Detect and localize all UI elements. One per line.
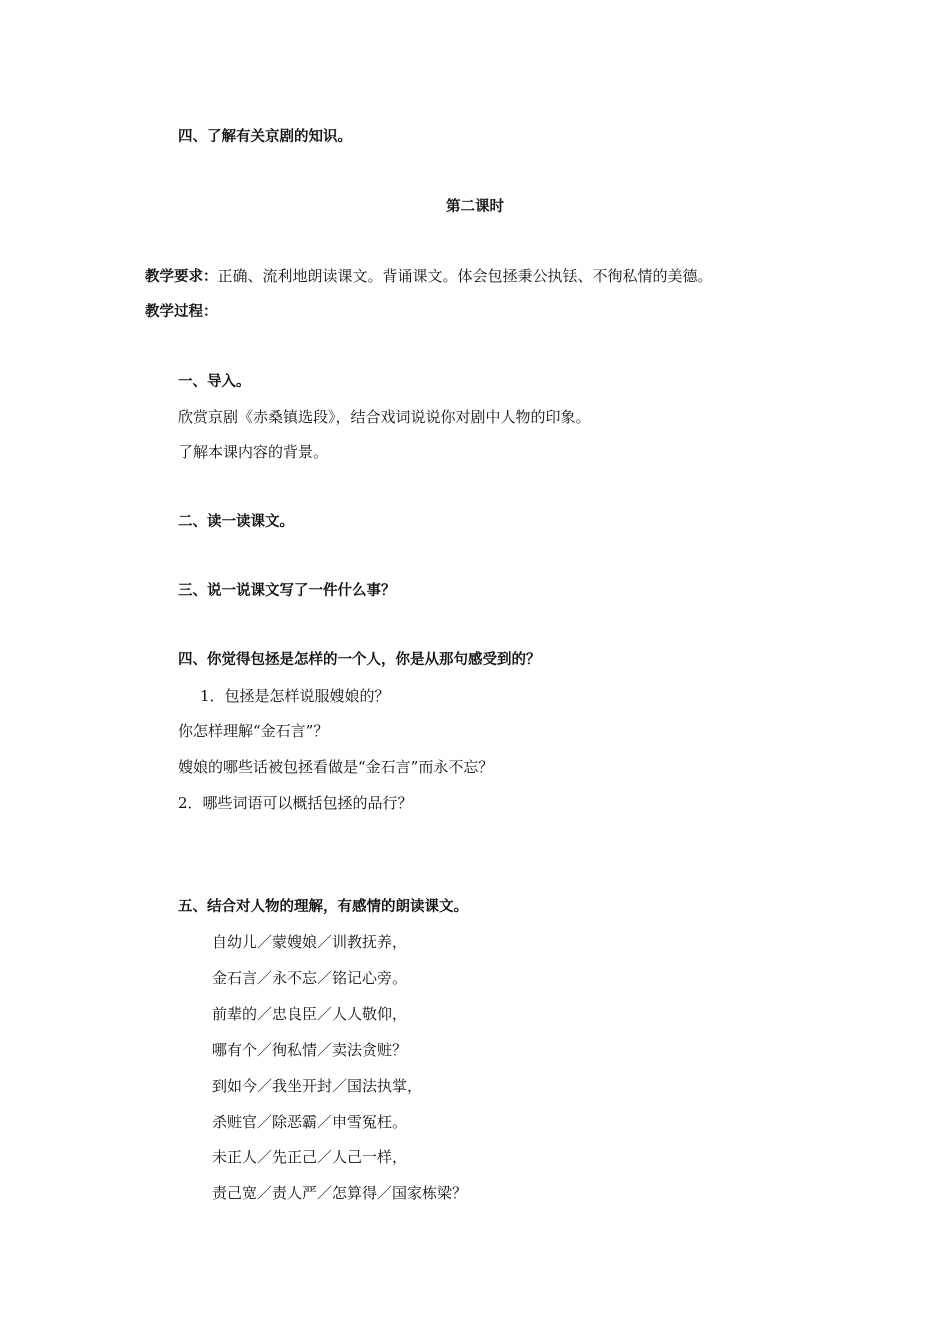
verse-line: 金石言／永不忘／铭记心旁。 <box>212 969 408 987</box>
verse-line: 哪有个／徇私情／卖法贪赃？ <box>212 1041 408 1059</box>
step4-question-1b: 嫂娘的哪些话被包拯看做是“金石言”而永不忘？ <box>178 758 494 776</box>
process-label: 教学过程： <box>145 304 218 320</box>
verse-line: 未正人／先正己／人己一样， <box>212 1148 408 1166</box>
step4-question-1: 1．包拯是怎样说服嫂娘的？ <box>200 687 390 705</box>
step4-question-1a: 你怎样理解“金石言”？ <box>178 722 329 740</box>
verse-line: 到如今／我坐开封／国法执掌， <box>212 1077 423 1095</box>
step4-question-2: 2．哪些词语可以概括包拯的品行？ <box>178 794 413 812</box>
step2-heading: 二、读一读课文。 <box>178 514 294 530</box>
step1-line-1: 欣赏京剧《赤桑镇选段》，结合戏词说说你对剧中人物的印象。 <box>178 408 591 426</box>
requirements-text: 正确、流利地朗读课文。背诵课文。体会包拯秉公执铥、不徇私情的美德。 <box>217 267 713 285</box>
step1-heading: 一、导入。 <box>178 374 251 390</box>
verse-line: 前辈的／忠良臣／人人敬仰， <box>212 1005 408 1023</box>
verse-line: 责己宽／责人严／怎算得／国家栋梁？ <box>212 1184 468 1202</box>
verse-line: 杀赃官／除恶霸／申雪冤枉。 <box>212 1113 408 1131</box>
lesson-title: 第二课时 <box>446 199 504 215</box>
teaching-requirements <box>145 266 713 287</box>
step3-heading: 三、说一说课文写了一件什么事？ <box>178 583 396 599</box>
step4-heading: 四、你觉得包拯是怎样的一个人，你是从那句感受到的？ <box>178 652 541 668</box>
requirements-label: 教学要求： <box>145 269 218 285</box>
verse-line: 自幼儿／蒙嫂娘／训教抚养， <box>212 933 408 951</box>
step5-heading: 五、结合对人物的理解，有感情的朗读课文。 <box>178 899 468 915</box>
section-heading-knowledge: 四、了解有关京剧的知识。 <box>178 129 352 145</box>
step1-line-2: 了解本课内容的背景。 <box>178 443 329 461</box>
